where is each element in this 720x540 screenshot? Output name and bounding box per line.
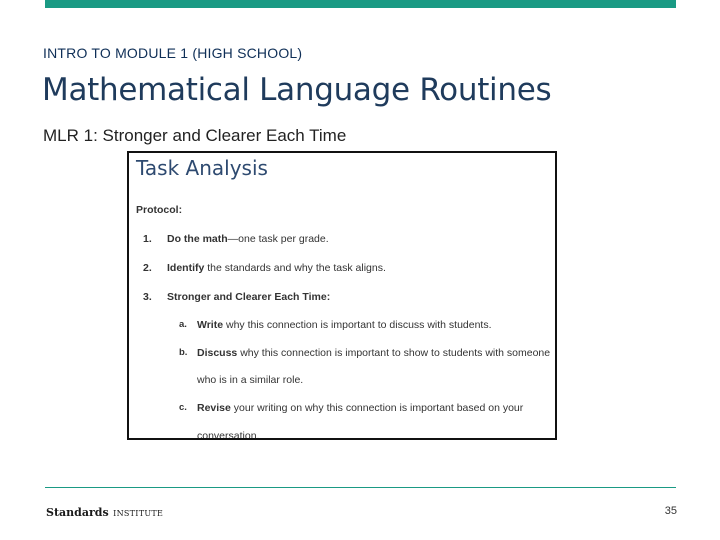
substep-letter: c. — [179, 402, 187, 413]
document-title: Task Analysis — [136, 156, 268, 180]
substep-text: Discuss why this connection is important to show to students with someone — [197, 347, 551, 359]
step-text: Identify the standards and why the task aligns. — [167, 262, 386, 274]
page-number: 35 — [664, 505, 677, 517]
logo-sub-text: INSTITUTE — [113, 509, 164, 518]
step-number: 3. — [143, 291, 152, 303]
module-label: INTRO TO MODULE 1 (HIGH SCHOOL) — [43, 45, 303, 61]
slide-subtitle: MLR 1: Stronger and Clearer Each Time — [43, 126, 347, 145]
task-analysis-document — [127, 151, 557, 440]
protocol-label: Protocol: — [136, 204, 183, 216]
step-text: Stronger and Clearer Each Time: — [167, 291, 331, 303]
substep-continuation: conversation. — [197, 430, 260, 440]
substep-text: Revise your writing on why this connection is important based on your — [197, 402, 524, 414]
step-number: 2. — [143, 262, 152, 274]
footer-divider — [45, 487, 676, 488]
slide-title: Mathematical Language Routines — [42, 72, 552, 108]
substep-continuation: who is in a similar role. — [197, 374, 304, 386]
logo-main-text: Standards — [46, 506, 109, 519]
substep-letter: b. — [179, 347, 188, 358]
standards-institute-logo — [46, 503, 163, 521]
top-accent-bar — [45, 0, 676, 8]
substep-text: Write why this connection is important to discuss with students. — [197, 319, 492, 331]
step-number: 1. — [143, 233, 152, 245]
substep-letter: a. — [179, 319, 187, 330]
step-text: Do the math—one task per grade. — [167, 233, 329, 245]
